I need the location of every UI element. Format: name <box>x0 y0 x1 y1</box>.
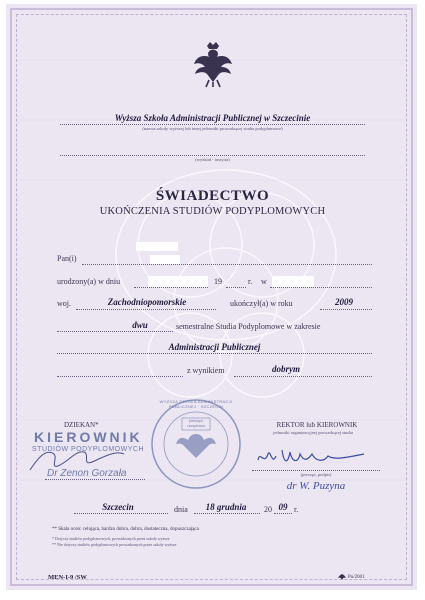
dean-stamp-title: KIEROWNIK <box>34 429 143 445</box>
issue-year-line <box>274 513 292 514</box>
dean-label: DZIEKAN* <box>64 421 99 429</box>
form-code: MEN-I-9 /SW <box>48 574 87 581</box>
studies-text: semestralne Studia Podyplomowe w zakresie <box>176 322 321 331</box>
rector-label: REKTOR lub KIEROWNIK <box>276 421 358 429</box>
issue-year-suffix: r. <box>294 505 299 514</box>
rector-name: dr W. Puzyna <box>286 480 346 492</box>
result-line <box>234 376 372 377</box>
school-name: Wyższa Szkoła Administracji Publicznej w Szczecinie <box>114 113 311 123</box>
voivodeship-line <box>76 309 216 310</box>
dean-stamp-subtitle: STUDIÓW PODYPLOMOWYCH <box>32 446 145 453</box>
dean-name: Dr Zenon Gorzała <box>47 468 127 479</box>
year-prefix: 19 <box>214 277 222 286</box>
redacted-area <box>272 276 314 287</box>
footnote-2: ** Nie dotyczy studiów podyplomowych prowadzonych przez szkoły wyższe <box>52 542 177 547</box>
born-date-line <box>134 287 208 288</box>
field-line <box>57 353 372 354</box>
seal-ring-text: WYŻSZA SZKOŁA ADMINISTRACJI PUBLICZNEJ · SZCZECIN <box>159 399 233 409</box>
seal-center-text: pieczęć urzędowa <box>187 418 205 428</box>
school-name-caption: (nazwa szkoły wyższej lub innej jednostki prowadzącej studia podyplomowe) <box>142 126 283 131</box>
redacted-area <box>150 255 180 264</box>
issue-year: 09 <box>278 502 288 512</box>
birth-year-line <box>226 287 246 288</box>
certificate-subtitle: UKOŃCZENIA STUDIÓW PODYPLOMOWYCH <box>99 206 326 217</box>
school-name-line <box>60 124 365 125</box>
born-label: urodzony(a) w dniu <box>57 277 121 286</box>
semesters-value: dwu <box>132 320 148 330</box>
form-code-right: Pu/2001 <box>348 575 365 580</box>
footnote-1: * Dotyczy studiów podyplomowych, prowadzonych przez szkoły wyższe <box>52 536 170 541</box>
field-value: Administracji Publicznej <box>168 342 261 352</box>
issue-date: 18 grudnia <box>205 502 247 512</box>
day-label: dnia <box>174 505 188 514</box>
completed-label: ukończył(a) w roku <box>230 299 293 308</box>
department-line <box>60 155 365 156</box>
certificate-title: ŚWIADECTWO <box>155 188 270 204</box>
pan-line <box>82 264 372 265</box>
birthplace-line <box>270 287 372 288</box>
result-label: z wynikiem <box>187 366 225 375</box>
completion-year: 2009 <box>335 297 353 307</box>
rector-signature-line <box>252 470 380 471</box>
mint-eagle-icon <box>338 573 346 581</box>
official-seal-icon <box>148 396 244 492</box>
year-suffix: r. <box>248 277 253 286</box>
rector-signature-icon <box>254 440 374 474</box>
city-line <box>74 513 168 514</box>
completion-year-line <box>320 309 372 310</box>
rector-sig-caption: (pieczęć, podpis) <box>300 472 332 477</box>
issue-city: Szczecin <box>102 502 134 512</box>
pan-label: Pan(i) <box>57 254 77 263</box>
issue-year-prefix: 20 <box>264 505 272 514</box>
rector-caption: jednostki organizacyjnej prowadzącej studia <box>273 430 353 435</box>
dean-signature-line <box>45 479 145 480</box>
date-line <box>194 513 260 514</box>
semesters-line <box>57 331 173 332</box>
voivodeship-value: Zachodniopomorskie <box>107 297 187 307</box>
footnote-grades: ** Skala ocen: celująca, bardzo dobra, dobra, dostateczna, dopuszczająca <box>52 527 199 532</box>
redacted-area <box>136 242 178 251</box>
result-value: dobrym <box>272 364 300 374</box>
eagle-emblem-icon <box>193 40 233 88</box>
department-caption: (wydział - instytut) <box>195 157 230 162</box>
result-pre-line <box>57 376 183 377</box>
in-label: w <box>261 277 267 286</box>
redacted-area <box>148 276 208 287</box>
voivodeship-label: woj. <box>57 299 71 308</box>
